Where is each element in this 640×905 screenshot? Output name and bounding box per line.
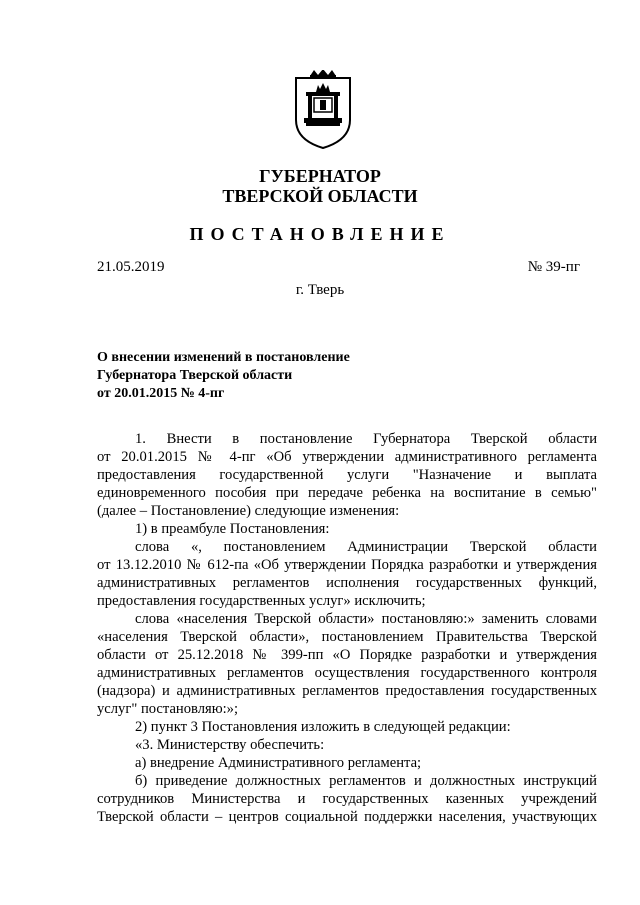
body-line: предоставления государственных услуг» исключить; xyxy=(97,593,426,609)
body-line: от 20.01.2015 № 4-пг «Об утверждении административного регламента xyxy=(97,449,597,465)
authority-title-line1: ГУБЕРНАТОР xyxy=(259,166,381,186)
body-line: предоставления государственной услуги "Назначение и выплата xyxy=(97,467,597,483)
body-line: «населения Тверской области», постановлением Правительства Тверской xyxy=(97,629,597,645)
body-line: а) внедрение Административного регламента; xyxy=(135,755,422,771)
body-line: административных регламентов осуществления государственного контроля xyxy=(97,665,597,681)
document-city: г. Тверь xyxy=(295,282,345,298)
document-body xyxy=(97,430,597,826)
body-line: административных регламентов исполнения государственных функций, xyxy=(97,575,597,591)
document-number: № 39-пг xyxy=(527,259,580,275)
body-line: услуг" постановляю:»; xyxy=(97,701,239,717)
body-line: (далее – Постановление) следующие изменения: xyxy=(97,503,400,519)
body-line: области от 25.12.2018 № 399-пп «О Порядке разработки и утверждения xyxy=(97,647,597,663)
body-line: Тверской области – центров социальной поддержки населения, участвующих xyxy=(97,809,597,825)
document-date: 21.05.2019 xyxy=(97,259,165,275)
body-line: слова «населения Тверской области» постановляю:» заменить словами xyxy=(135,611,597,627)
body-line: б) приведение должностных регламентов и должностных инструкций xyxy=(135,773,597,789)
body-line: от 13.12.2010 № 612-па «Об утверждении Порядка разработки и утверждения xyxy=(97,557,597,573)
coat-of-arms-emblem xyxy=(292,70,354,150)
body-line: единовременного пособия при передаче ребенка на воспитание в семью" xyxy=(97,485,597,501)
body-line: сотрудников Министерства и государственных казенных учреждений xyxy=(97,791,597,807)
document-type: ПОСТАНОВЛЕНИЕ xyxy=(189,224,451,244)
body-line: 1. Внести в постановление Губернатора Тверской области xyxy=(135,431,597,447)
body-line: 1) в преамбуле Постановления: xyxy=(135,521,330,537)
body-line: 2) пункт 3 Постановления изложить в следующей редакции: xyxy=(135,719,511,735)
body-line: слова «, постановлением Администрации Тверской области xyxy=(135,539,597,555)
authority-title-line2: ТВЕРСКОЙ ОБЛАСТИ xyxy=(222,186,418,206)
subject-line: от 20.01.2015 № 4-пг xyxy=(97,386,225,401)
subject-line: О внесении изменений в постановление xyxy=(97,350,350,365)
subject-line: Губернатора Тверской области xyxy=(97,368,293,383)
document-subject xyxy=(97,349,417,403)
body-line: (надзора) и административных регламентов предоставления государственных xyxy=(97,683,597,699)
body-line: «3. Министерству обеспечить: xyxy=(135,737,325,753)
